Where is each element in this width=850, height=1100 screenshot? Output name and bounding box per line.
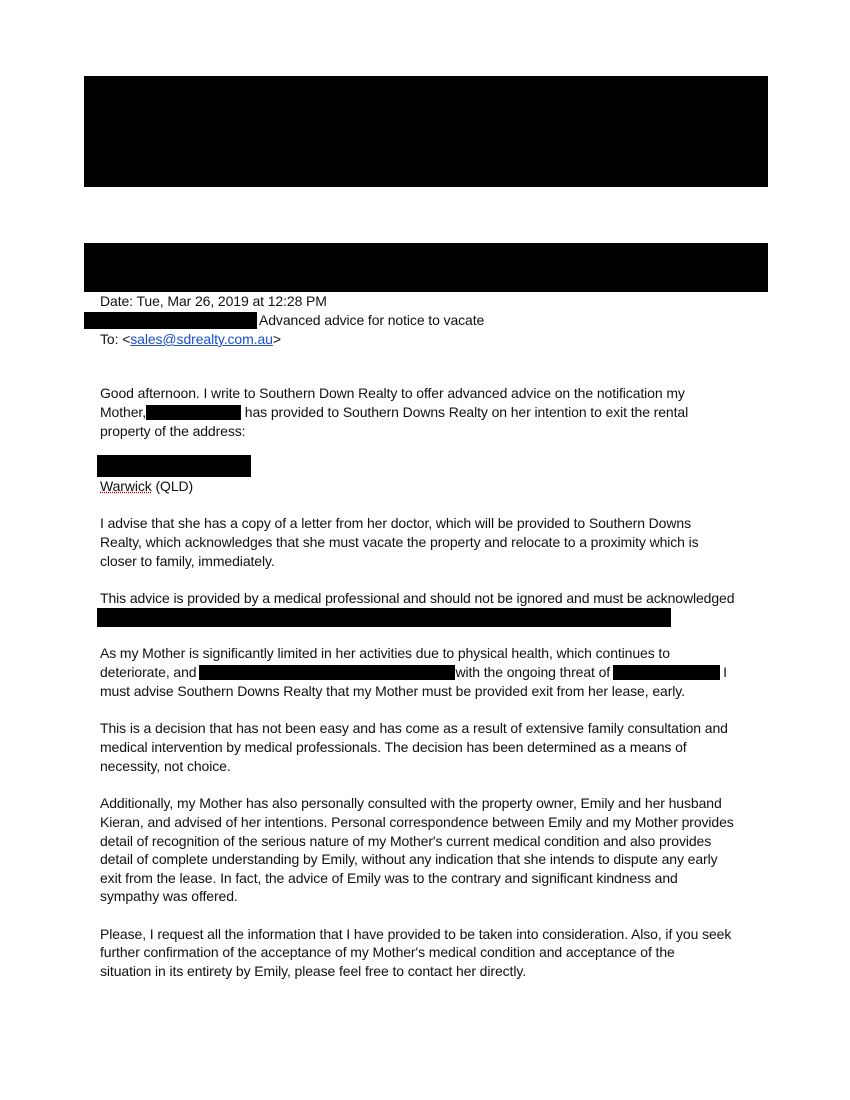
email-to-line: [100, 330, 281, 348]
body-line: sympathy was offered.: [100, 888, 238, 904]
body-line: Additionally, my Mother has also personally consulted with the property owner, Emily and her husband: [100, 795, 722, 811]
body-text: Mother,: [100, 404, 146, 420]
redacted-name: [146, 405, 241, 420]
to-email-link[interactable]: sales@sdrealty.com.au: [130, 331, 273, 347]
to-prefix: To: <: [100, 331, 131, 347]
body-line: As my Mother is significantly limited in her activities due to physical health, which continues to: [100, 645, 670, 661]
body-line: detail of recognition of the serious nature of my Mother's current medical condition and also provides: [100, 833, 712, 849]
body-line: [100, 403, 688, 421]
body-line: property of the address:: [100, 423, 246, 439]
body-line: further confirmation of the acceptance of my Mother's medical condition and acceptance of the: [100, 944, 675, 960]
body-text: has provided to Southern Downs Realty on her intention to exit the rental: [244, 404, 689, 420]
body-text: I: [723, 664, 727, 680]
body-text: with the ongoing threat of: [455, 664, 611, 680]
body-line: Kieran, and advised of her intentions. Personal correspondence between Emily and my Mother provides: [100, 814, 734, 830]
body-line: detail of complete understanding by Emily, without any indication that she intends to dispute any early: [100, 851, 718, 867]
redacted-phrase: [199, 665, 455, 680]
redacted-header-bar: [84, 243, 768, 292]
body-line: necessity, not choice.: [100, 758, 231, 774]
body-line: Good afternoon. I write to Southern Down Realty to offer advanced advice on the notification my: [100, 385, 685, 401]
body-line: Realty, which acknowledges that she must vacate the property and relocate to a proximity which is: [100, 534, 699, 550]
address-city: Warwick: [100, 478, 152, 494]
email-subject: Advanced advice for notice to vacate: [259, 312, 485, 328]
redacted-phrase: [613, 665, 720, 680]
address-city-line: [100, 477, 193, 495]
body-line: situation in its entirety by Emily, please feel free to contact her directly.: [100, 963, 526, 979]
redacted-line: [97, 608, 671, 627]
redacted-header-block: [84, 76, 768, 187]
body-line: closer to family, immediately.: [100, 553, 275, 569]
body-line: must advise Southern Downs Realty that my Mother must be provided exit from her lease, early.: [100, 683, 685, 699]
redacted-subject-label: [84, 312, 257, 329]
address-state: (QLD): [151, 478, 194, 494]
body-line: This is a decision that has not been easy and has come as a result of extensive family consultation and: [100, 720, 728, 736]
redacted-address: [97, 455, 251, 477]
body-line: This advice is provided by a medical professional and should not be ignored and must be acknowledged: [100, 590, 735, 606]
email-date-line: Date: Tue, Mar 26, 2019 at 12:28 PM: [100, 293, 327, 309]
body-line: Please, I request all the information that I have provided to be taken into consideration. Also, if you seek: [100, 926, 732, 942]
body-line: [100, 663, 727, 681]
to-suffix: >: [272, 331, 281, 347]
body-line: I advise that she has a copy of a letter from her doctor, which will be provided to Southern Downs: [100, 515, 691, 531]
body-text: deteriorate, and: [100, 664, 197, 680]
body-line: medical intervention by medical professionals. The decision has been determined as a means of: [100, 739, 687, 755]
body-line: exit from the lease. In fact, the advice of Emily was to the contrary and significant kindness and: [100, 870, 678, 886]
